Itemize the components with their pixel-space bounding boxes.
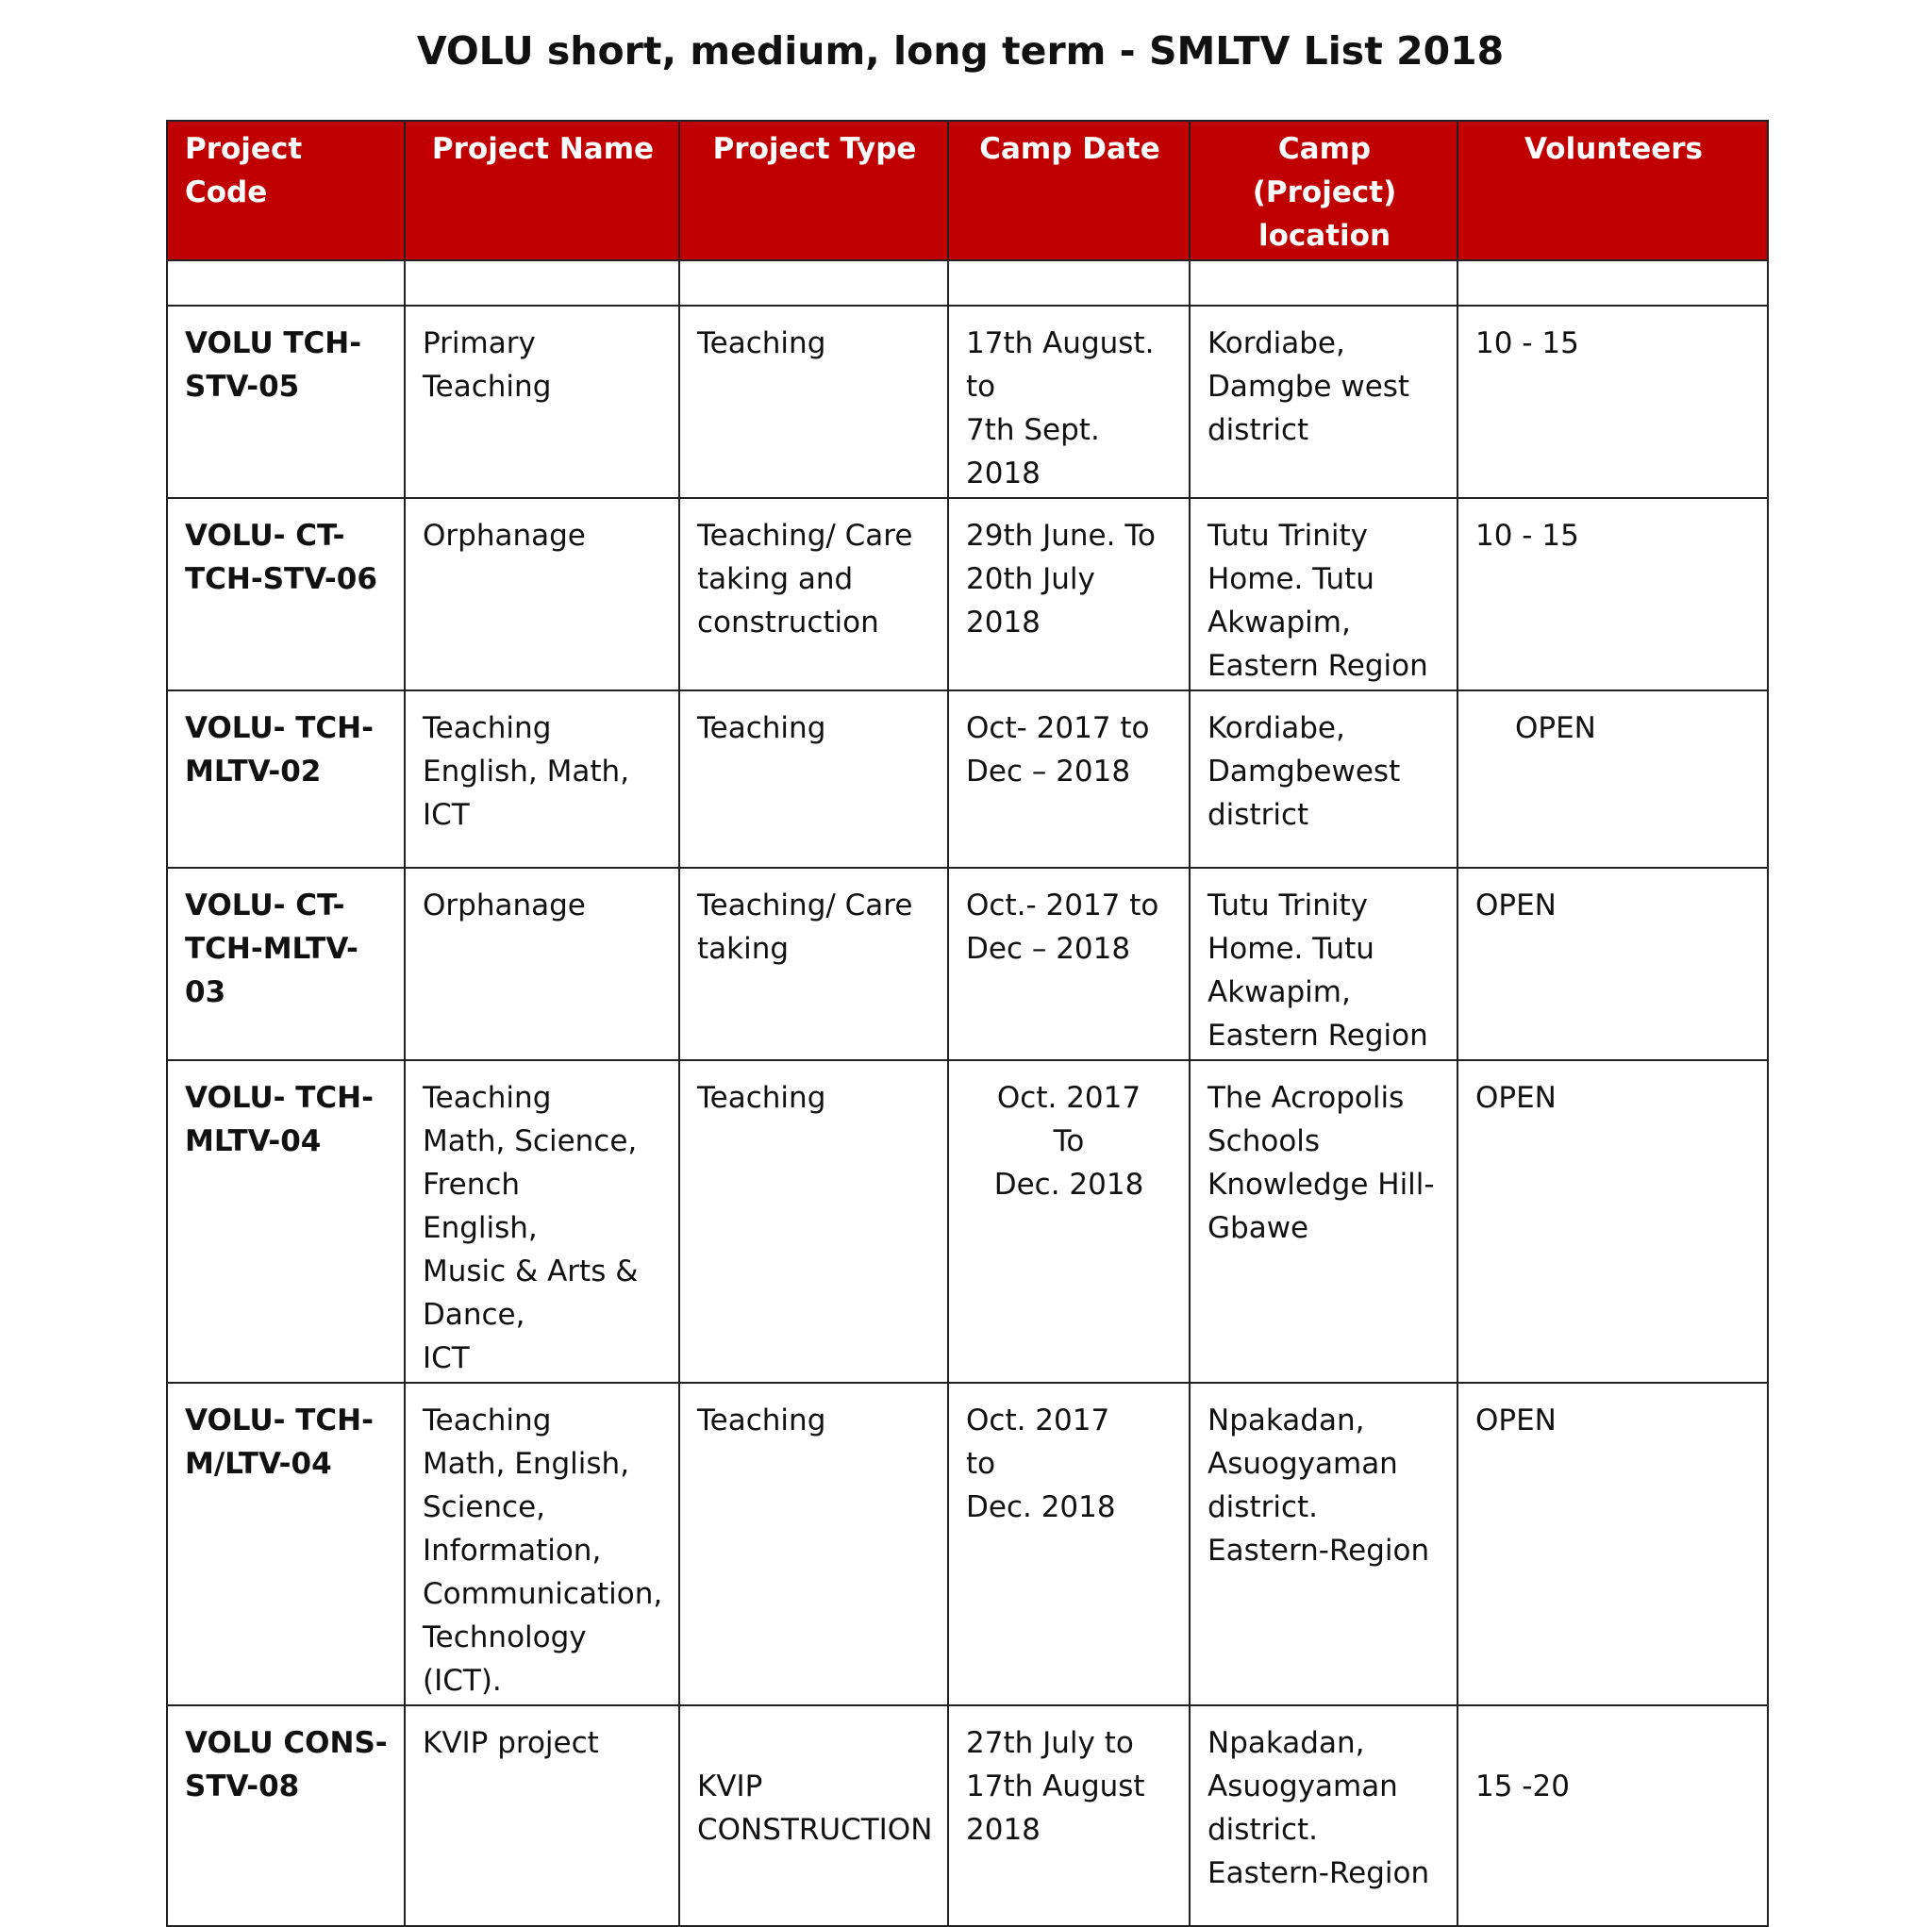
table-row xyxy=(167,1383,1768,1705)
table-row xyxy=(167,1060,1768,1383)
header-camp-date: Camp Date xyxy=(948,121,1190,260)
header-project-code: Project Code xyxy=(167,121,405,260)
project-code-cell: VOLU- CT- TCH-MLTV-03 xyxy=(167,868,405,1060)
project-name-cell: Teaching English, Math, ICT xyxy=(405,690,679,868)
project-type-cell: Teaching xyxy=(679,690,948,868)
header-project-type: Project Type xyxy=(679,121,948,260)
blank-cell xyxy=(1190,260,1457,306)
blank-cell xyxy=(948,260,1190,306)
project-name-cell: Orphanage xyxy=(405,868,679,1060)
volunteers-cell: 10 - 15 xyxy=(1457,306,1768,498)
project-type-cell: KVIP CONSTRUCTION xyxy=(679,1705,948,1926)
table-row xyxy=(167,306,1768,498)
project-type-cell: Teaching xyxy=(679,306,948,498)
project-code-cell: VOLU CONS- STV-08 xyxy=(167,1705,405,1926)
table-row xyxy=(167,1705,1768,1926)
volunteers-cell: OPEN xyxy=(1457,690,1768,868)
project-code-cell: VOLU- TCH- M/LTV-04 xyxy=(167,1383,405,1705)
blank-cell xyxy=(1457,260,1768,306)
blank-cell xyxy=(167,260,405,306)
table-row xyxy=(167,690,1768,868)
project-name-cell: KVIP project xyxy=(405,1705,679,1926)
project-code-cell: VOLU- TCH- MLTV-02 xyxy=(167,690,405,868)
camp-location-cell: Kordiabe, Damgbewest district xyxy=(1190,690,1457,868)
blank-row xyxy=(167,260,1768,306)
document-title: VOLU short, medium, long term - SMLTV List 2018 xyxy=(416,28,1505,74)
volunteers-cell: OPEN xyxy=(1457,1383,1768,1705)
camp-location-cell: Kordiabe, Damgbe west district xyxy=(1190,306,1457,498)
volunteers-cell: OPEN xyxy=(1457,868,1768,1060)
project-name-cell: Teaching Math, English, Science, Information, Communication, Technology (ICT). xyxy=(405,1383,679,1705)
camp-location-cell: The Acropolis Schools Knowledge Hill- Gbawe xyxy=(1190,1060,1457,1383)
project-name-cell: Teaching Math, Science, French English, Music & Arts & Dance, ICT xyxy=(405,1060,679,1383)
project-code-cell: VOLU- TCH- MLTV-04 xyxy=(167,1060,405,1383)
header-volunteers: Volunteers xyxy=(1457,121,1768,260)
blank-cell xyxy=(405,260,679,306)
camp-location-cell: Tutu Trinity Home. Tutu Akwapim, Eastern Region xyxy=(1190,498,1457,690)
camp-date-cell: Oct. 2017 to Dec. 2018 xyxy=(948,1383,1190,1705)
project-type-cell: Teaching/ Care taking xyxy=(679,868,948,1060)
camp-date-cell: Oct. 2017 To Dec. 2018 xyxy=(948,1060,1190,1383)
project-table xyxy=(166,120,1769,1927)
project-code-cell: VOLU- CT- TCH-STV-06 xyxy=(167,498,405,690)
camp-date-cell: Oct- 2017 to Dec – 2018 xyxy=(948,690,1190,868)
camp-location-cell: Tutu Trinity Home. Tutu Akwapim, Eastern Region xyxy=(1190,868,1457,1060)
table-header-row xyxy=(167,121,1768,260)
header-project-name: Project Name xyxy=(405,121,679,260)
camp-date-cell: 29th June. To 20th July 2018 xyxy=(948,498,1190,690)
camp-date-cell: 27th July to 17th August 2018 xyxy=(948,1705,1190,1926)
table-row xyxy=(167,868,1768,1060)
project-code-cell: VOLU TCH- STV-05 xyxy=(167,306,405,498)
blank-cell xyxy=(679,260,948,306)
project-type-cell: Teaching/ Care taking and construction xyxy=(679,498,948,690)
table-row xyxy=(167,498,1768,690)
camp-location-cell: Npakadan, Asuogyaman district. Eastern-Region xyxy=(1190,1383,1457,1705)
project-type-cell: Teaching xyxy=(679,1383,948,1705)
project-name-cell: Orphanage xyxy=(405,498,679,690)
project-name-cell: Primary Teaching xyxy=(405,306,679,498)
volunteers-cell: 15 -20 xyxy=(1457,1705,1768,1926)
header-camp-location: Camp (Project) location xyxy=(1190,121,1457,260)
volunteers-cell: OPEN xyxy=(1457,1060,1768,1383)
volunteers-cell: 10 - 15 xyxy=(1457,498,1768,690)
camp-date-cell: 17th August. to 7th Sept. 2018 xyxy=(948,306,1190,498)
project-type-cell: Teaching xyxy=(679,1060,948,1383)
camp-date-cell: Oct.- 2017 to Dec – 2018 xyxy=(948,868,1190,1060)
camp-location-cell: Npakadan, Asuogyaman district. Eastern-Region xyxy=(1190,1705,1457,1926)
